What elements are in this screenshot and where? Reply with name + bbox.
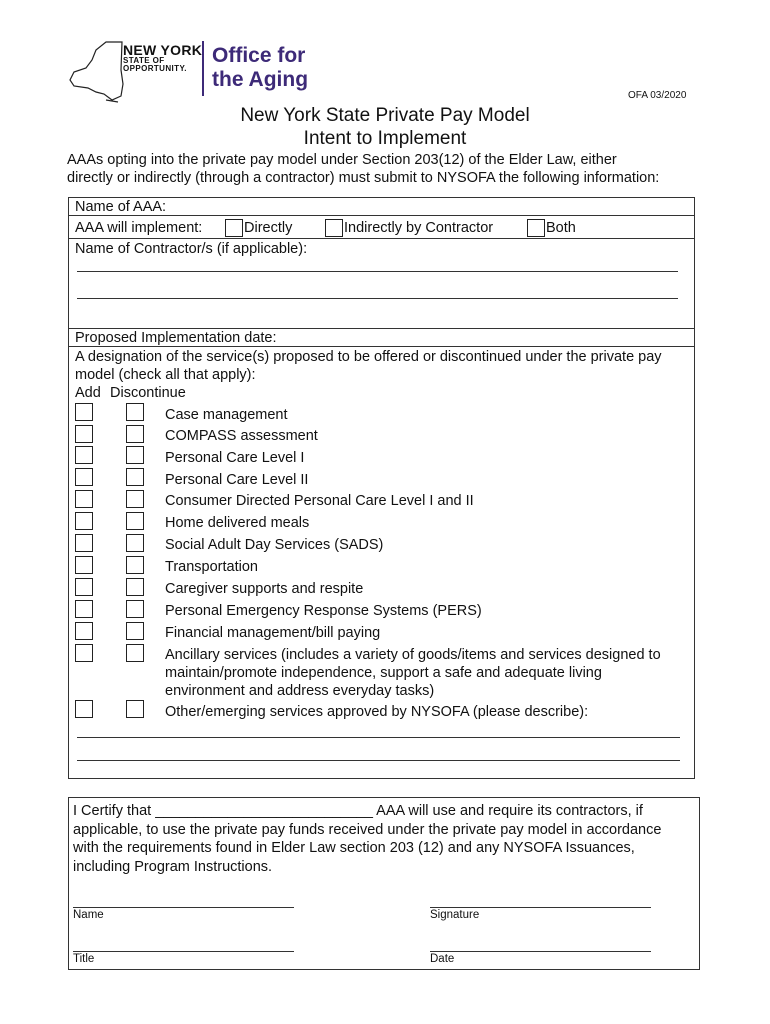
add-checkbox[interactable]: [75, 425, 93, 443]
service-label: Personal Care Level I: [165, 450, 305, 466]
intro-text: [67, 151, 707, 187]
add-checkbox[interactable]: [75, 512, 93, 530]
add-checkbox[interactable]: [75, 600, 93, 618]
discontinue-column-header: Discontinue: [110, 385, 186, 401]
other-services-line-1[interactable]: [77, 737, 680, 738]
form-code: OFA 03/2020: [628, 90, 687, 101]
name-line[interactable]: [73, 907, 294, 908]
discontinue-checkbox[interactable]: [126, 700, 144, 718]
directly-checkbox[interactable]: [225, 219, 243, 237]
service-label: Home delivered meals: [165, 515, 310, 531]
indirectly-label: Indirectly by Contractor: [344, 220, 494, 236]
discontinue-checkbox[interactable]: [126, 468, 144, 486]
certification-box: [68, 797, 700, 970]
both-checkbox[interactable]: [527, 219, 545, 237]
discontinue-checkbox[interactable]: [126, 403, 144, 421]
nys-wordmark-sub1: STATE OF: [123, 56, 165, 65]
add-checkbox[interactable]: [75, 556, 93, 574]
nys-wordmark-sub2: OPPORTUNITY.: [123, 64, 187, 73]
add-checkbox[interactable]: [75, 700, 93, 718]
page-subtitle: Intent to Implement: [303, 128, 467, 149]
service-label: COMPASS assessment: [165, 428, 318, 444]
contractor-line-1[interactable]: [77, 271, 678, 272]
new-york-state-outline-icon: [66, 40, 124, 104]
both-label: Both: [546, 220, 576, 236]
nys-wordmark: [123, 43, 202, 73]
directly-label: Directly: [244, 220, 293, 236]
service-label: Case management: [165, 407, 288, 423]
certification-line-3: with the requirements found in Elder Law section 203 (12) and any NYSOFA Issuances,: [73, 840, 635, 856]
ancillary-line-2: maintain/promote independence, support a safe and adequate living: [165, 665, 602, 681]
add-checkbox[interactable]: [75, 468, 93, 486]
name-of-aaa-label: Name of AAA:: [75, 199, 167, 215]
add-checkbox[interactable]: [75, 403, 93, 421]
service-label: Transportation: [165, 559, 258, 575]
row-divider: [69, 215, 694, 216]
title-line[interactable]: [73, 951, 294, 952]
add-checkbox[interactable]: [75, 446, 93, 464]
add-checkbox[interactable]: [75, 490, 93, 508]
contractors-label: Name of Contractor/s (if applicable):: [75, 241, 308, 257]
discontinue-checkbox[interactable]: [126, 644, 144, 662]
nys-wordmark-main: NEW YORK: [123, 42, 203, 58]
intro-line-1: AAAs opting into the private pay model under Section 203(12) of the Elder Law, either: [67, 152, 617, 168]
intro-line-2: directly or indirectly (through a contractor) must submit to NYSOFA the following information:: [67, 170, 660, 186]
intent-form-box: [68, 197, 695, 779]
will-implement-label: AAA will implement:: [75, 220, 203, 236]
discontinue-checkbox[interactable]: [126, 534, 144, 552]
add-checkbox[interactable]: [75, 644, 93, 662]
date-line[interactable]: [430, 951, 651, 952]
service-label: Caregiver supports and respite: [165, 581, 364, 597]
office-for-the-aging-logo: [212, 44, 308, 92]
name-label: Name: [73, 909, 104, 921]
certification-text: [73, 802, 693, 876]
add-checkbox[interactable]: [75, 534, 93, 552]
certification-line-4: including Program Instructions.: [73, 858, 273, 875]
ancillary-line-3: environment and address everyday tasks): [165, 683, 435, 699]
certification-line-2: applicable, to use the private pay funds received under the private pay model in accordance: [73, 821, 662, 838]
discontinue-checkbox[interactable]: [126, 578, 144, 596]
add-checkbox[interactable]: [75, 622, 93, 640]
designation-line-2: model (check all that apply):: [75, 367, 256, 383]
discontinue-checkbox[interactable]: [126, 600, 144, 618]
date-label: Date: [430, 953, 455, 965]
discontinue-checkbox[interactable]: [126, 556, 144, 574]
other-services-line-2[interactable]: [77, 760, 680, 761]
service-label: Personal Care Level II: [165, 472, 309, 488]
discontinue-checkbox[interactable]: [126, 512, 144, 530]
contractor-line-2[interactable]: [77, 298, 678, 299]
ofa-logo-line2: the Aging: [212, 68, 309, 91]
signature-line[interactable]: [430, 907, 651, 908]
page-title: New York State Private Pay Model: [240, 105, 530, 126]
other-services-label: Other/emerging services approved by NYSOFA (please describe):: [165, 704, 589, 720]
designation-line-1: A designation of the service(s) proposed to be offered or discontinued under the private pay: [75, 349, 662, 365]
discontinue-checkbox[interactable]: [126, 490, 144, 508]
ancillary-line-1: Ancillary services (includes a variety of goods/items and services designed to: [165, 647, 661, 663]
add-column-header: Add: [75, 385, 101, 401]
logo-divider: [202, 41, 204, 96]
discontinue-checkbox[interactable]: [126, 425, 144, 443]
discontinue-checkbox[interactable]: [126, 622, 144, 640]
signature-label: Signature: [430, 909, 480, 921]
row-divider: [69, 328, 694, 329]
service-label: Social Adult Day Services (SADS): [165, 537, 384, 553]
discontinue-checkbox[interactable]: [126, 446, 144, 464]
title-label: Title: [73, 953, 95, 965]
indirectly-checkbox[interactable]: [325, 219, 343, 237]
service-label: Financial management/bill paying: [165, 625, 381, 641]
row-divider: [69, 346, 694, 347]
certification-line-1: I Certify that ___________________________ AAA will use and require its contractors, if: [73, 803, 643, 819]
service-label: Personal Emergency Response Systems (PERS): [165, 603, 482, 619]
add-checkbox[interactable]: [75, 578, 93, 596]
implementation-date-label: Proposed Implementation date:: [75, 330, 277, 346]
service-label: Consumer Directed Personal Care Level I and II: [165, 493, 474, 509]
ofa-logo-line1: Office for: [212, 44, 306, 67]
row-divider: [69, 238, 694, 239]
